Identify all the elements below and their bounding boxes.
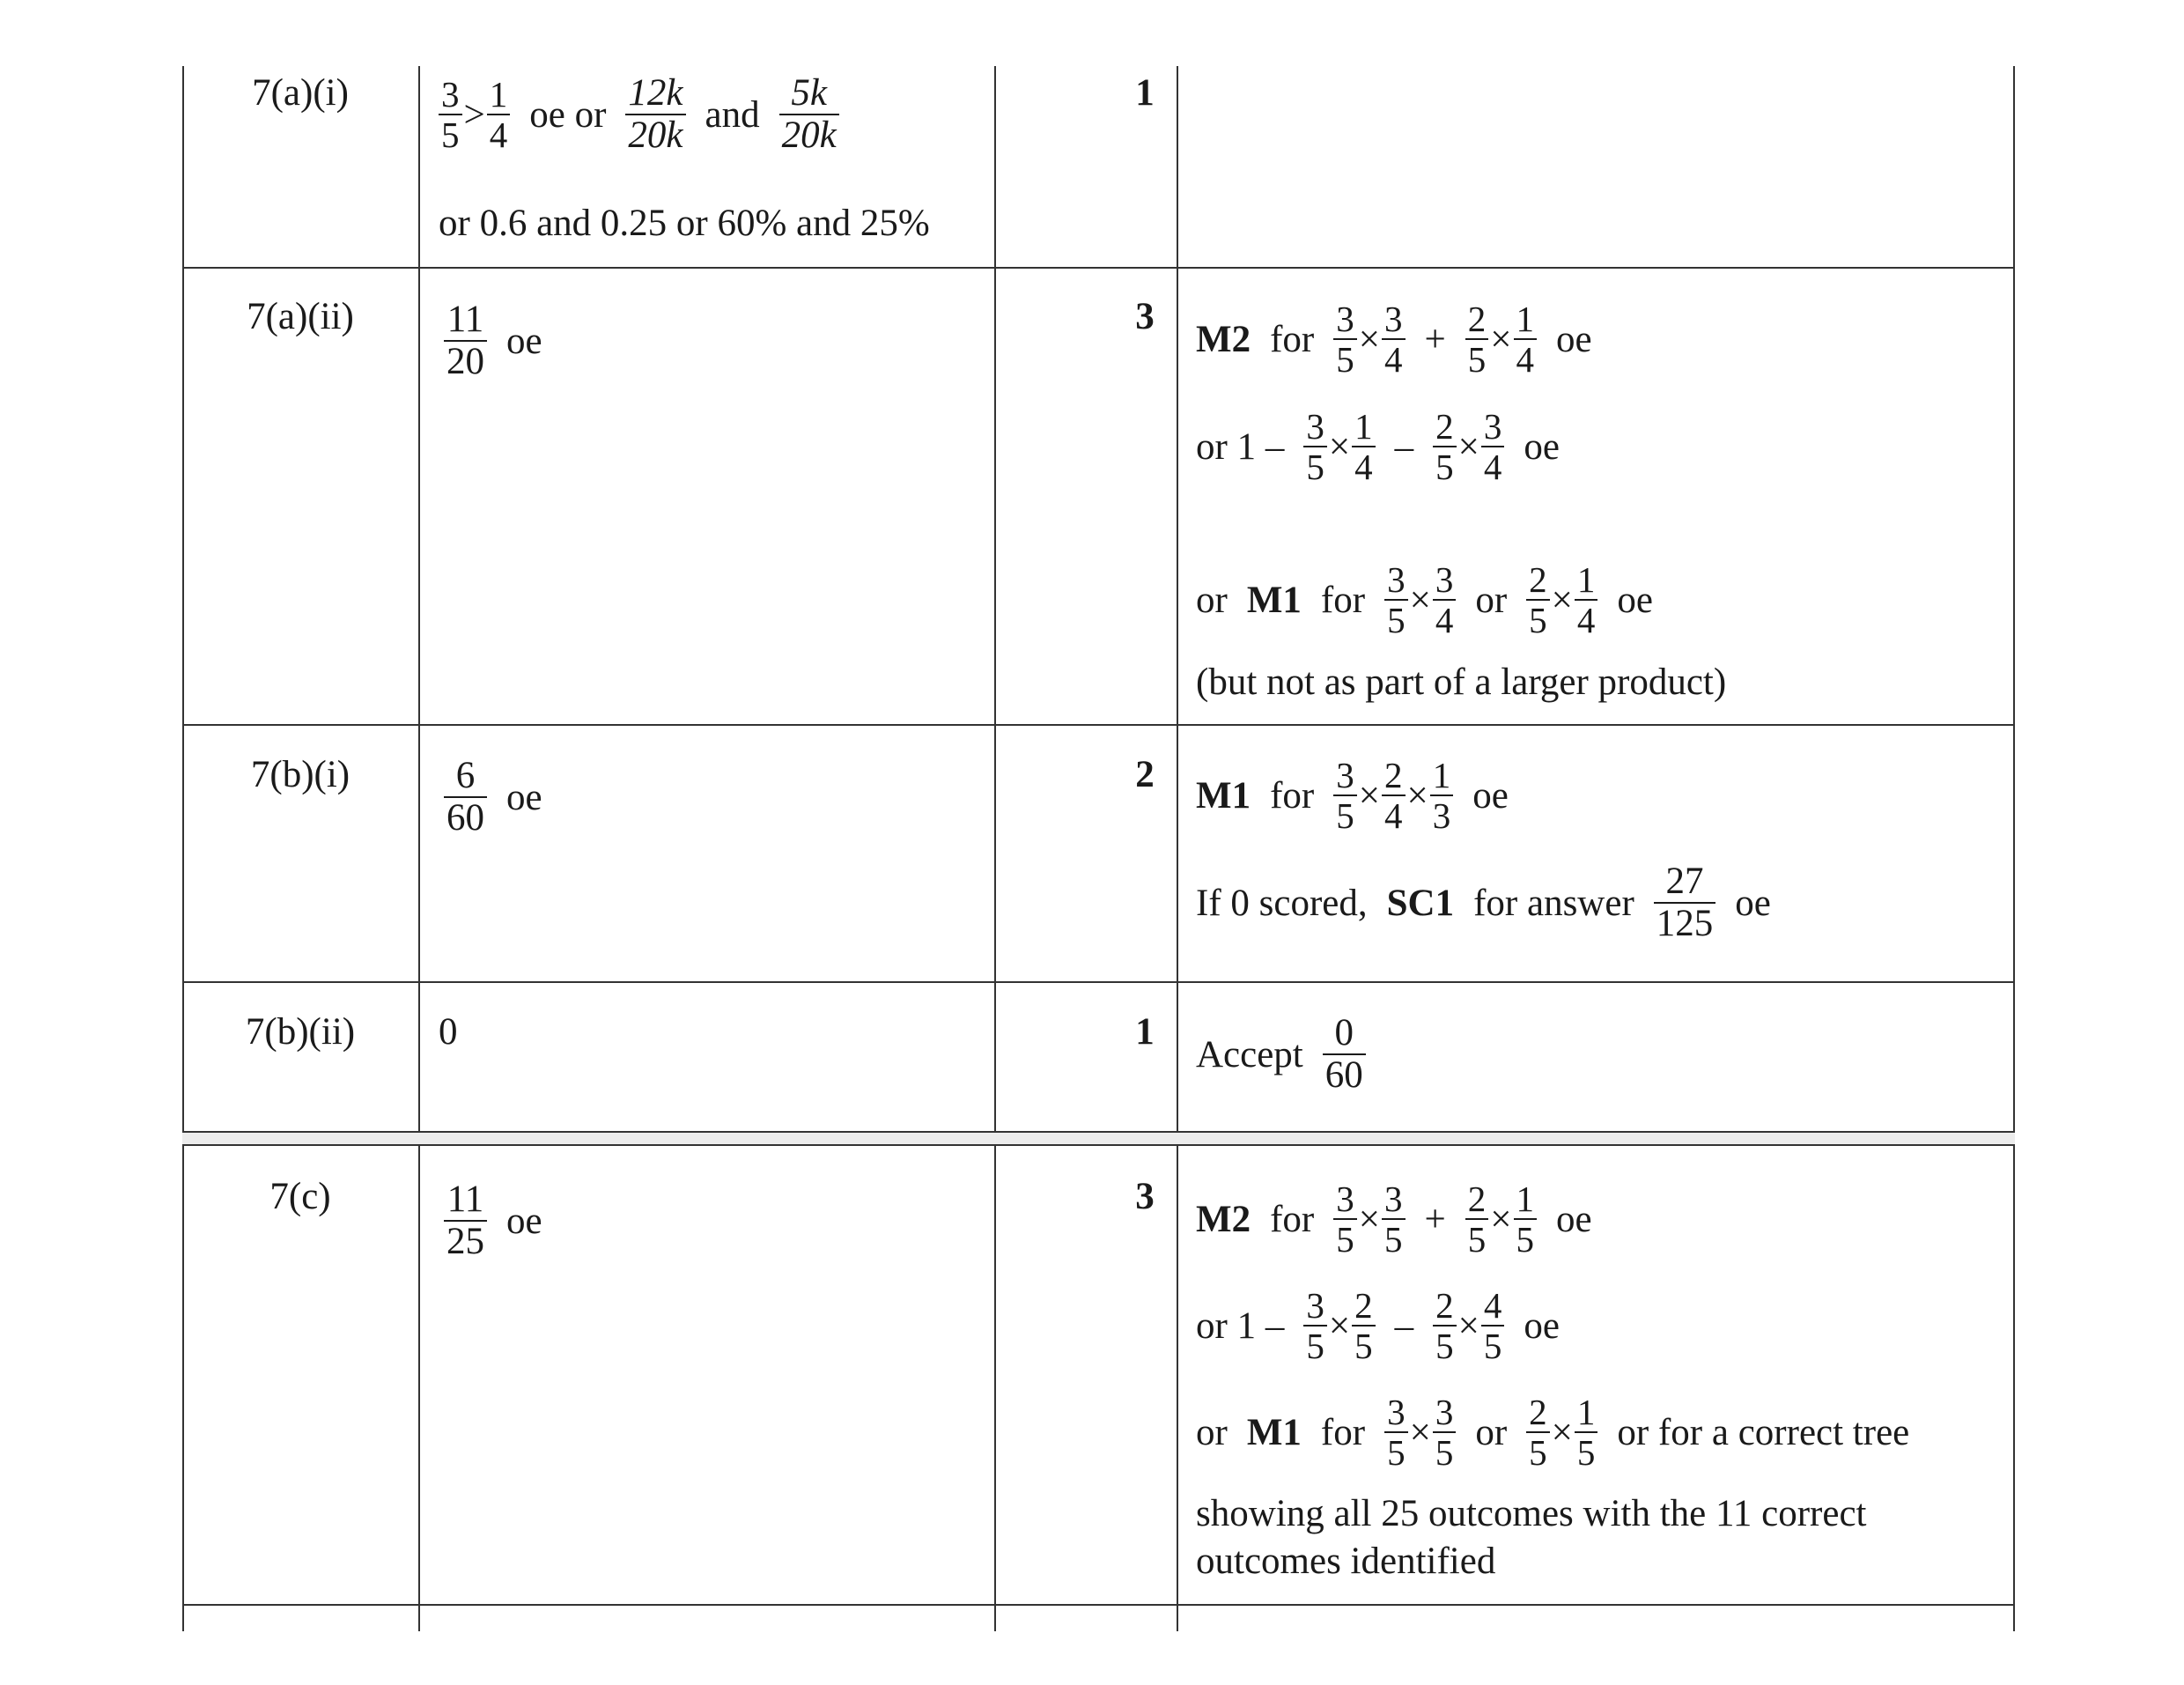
marks: 3 xyxy=(1135,296,1155,337)
guidance-method: or 1 – $\frac{3}{5}$ × $\frac{1}{4}$ – $\frac{2}{5}$ × $\frac{3}{4}$ oe xyxy=(1196,406,1560,488)
table-border-right xyxy=(2013,66,2015,1631)
row-divider xyxy=(182,1144,2015,1146)
question-number: 7(a)(ii) xyxy=(247,296,354,337)
guidance-special-case: If 0 scored, SC1 for answer $\frac{27}{125}$ oe xyxy=(1196,861,1771,945)
guidance-accept: Accept $\frac{0}{60}$ xyxy=(1196,1013,1366,1097)
row-divider xyxy=(182,724,2015,726)
question-number: 7(a)(i) xyxy=(252,72,349,114)
answer: $\frac{11}{25}$ oe xyxy=(444,1179,542,1263)
marks: 2 xyxy=(1135,754,1155,795)
guidance-method: or M1 for $\frac{3}{5}$ × $\frac{3}{5}$ or $\frac{2}{5}$ × $\frac{1}{5}$ or for a correct tree xyxy=(1196,1392,1910,1474)
answer: $\frac{3}{5}$ > $\frac{1}{4}$ oe or $\frac{12k}{20k}$ and $\frac{5k}{20k}$ xyxy=(439,73,839,157)
fraction: $\frac{12k}{20k}$ xyxy=(625,73,685,157)
fraction: $\frac{11}{20}$ xyxy=(444,299,487,383)
table-border-left xyxy=(182,66,184,1631)
guidance-method: or M1 for $\frac{3}{5}$ × $\frac{3}{4}$ or $\frac{2}{5}$ × $\frac{1}{4}$ oe xyxy=(1196,559,1654,641)
fraction: $\frac{11}{25}$ xyxy=(444,1179,487,1263)
question-number: 7(c) xyxy=(269,1176,331,1217)
column-divider xyxy=(1177,66,1178,1631)
marks: 1 xyxy=(1135,1011,1155,1053)
guidance-note: showing all 25 outcomes with the 11 correct xyxy=(1196,1493,1867,1534)
answer: $\frac{6}{60}$ oe xyxy=(444,756,542,839)
row-divider xyxy=(182,1604,2015,1606)
fraction: $\frac{1}{4}$ xyxy=(487,75,511,155)
guidance-method: or 1 – $\frac{3}{5}$ × $\frac{2}{5}$ – $\frac{2}{5}$ × $\frac{4}{5}$ oe xyxy=(1196,1285,1560,1367)
guidance-method: M2 for $\frac{3}{5}$ × $\frac{3}{5}$ + $\frac{2}{5}$ × $\frac{1}{5}$ oe xyxy=(1196,1179,1592,1260)
answer: $\frac{11}{20}$ oe xyxy=(444,299,542,383)
answer-alternative: or 0.6 and 0.25 or 60% and 25% xyxy=(439,203,930,244)
guidance-note: outcomes identified xyxy=(1196,1541,1496,1582)
column-divider xyxy=(418,66,420,1631)
row-divider xyxy=(182,981,2015,983)
row-divider xyxy=(182,267,2015,269)
question-number: 7(b)(ii) xyxy=(245,1011,356,1053)
guidance-method: M2 for $\frac{3}{5}$ × $\frac{3}{4}$ + $\frac{2}{5}$ × $\frac{1}{4}$ oe xyxy=(1196,299,1592,381)
fraction: $\frac{6}{60}$ xyxy=(444,756,487,839)
fraction: $\frac{3}{5}$ xyxy=(439,75,462,155)
answer: 0 xyxy=(439,1011,458,1053)
marks: 3 xyxy=(1135,1176,1155,1217)
fraction: $\frac{5k}{20k}$ xyxy=(779,73,839,157)
column-divider xyxy=(994,66,996,1631)
guidance-note: (but not as part of a larger product) xyxy=(1196,661,1727,703)
row-divider xyxy=(182,1131,2015,1133)
guidance-method: M1 for $\frac{3}{5}$ × $\frac{2}{4}$ × $\frac{1}{3}$ oe xyxy=(1196,755,1509,837)
question-number: 7(b)(i) xyxy=(250,754,350,795)
marks: 1 xyxy=(1135,72,1155,114)
